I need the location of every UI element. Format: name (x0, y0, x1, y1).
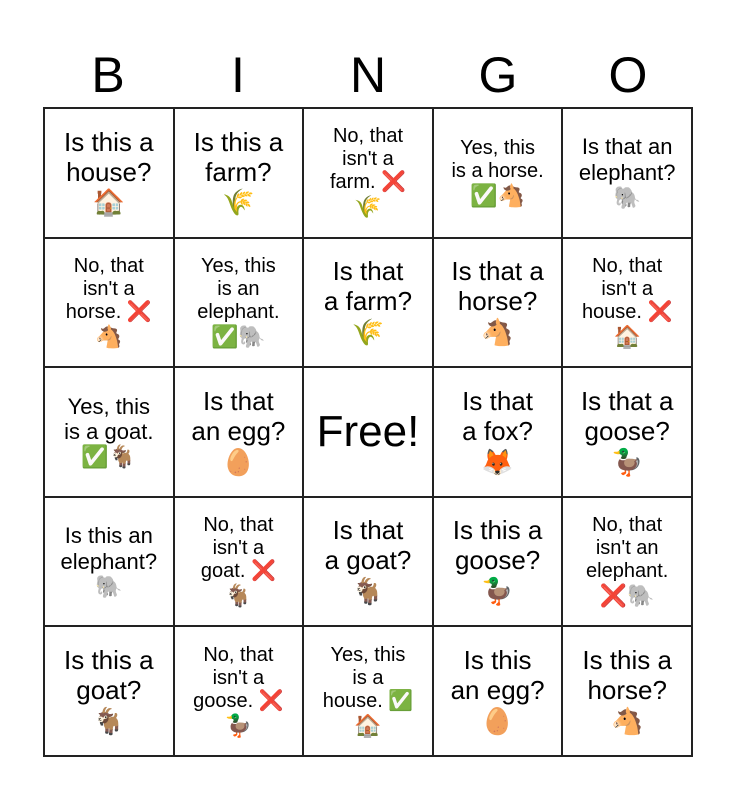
cell-text: Is that a goat? (324, 515, 412, 576)
cell-text: Is this a goat? (64, 645, 154, 705)
bingo-cell[interactable] (174, 367, 304, 497)
cell-text: Is that an egg? (191, 385, 286, 446)
header-letter-g: G (478, 47, 518, 103)
cell-picture-icon: 🐴 (611, 706, 644, 737)
cell-text: Free! (316, 406, 420, 456)
cell-text: Is that a goose? (580, 385, 674, 446)
cell-text: Yes, this is a goat. (64, 393, 154, 444)
cell-text: Is this a farm? (193, 126, 284, 187)
cell-picture-icon: 🥚 (222, 447, 255, 478)
bingo-cell[interactable] (174, 108, 304, 238)
header-letter-i: I (231, 47, 245, 103)
bingo-cell[interactable] (562, 626, 692, 756)
bingo-cell[interactable] (303, 108, 433, 238)
cell-picture-icon: 🐐 (92, 706, 125, 737)
cell-text: Is this a horse? (582, 645, 672, 705)
bingo-cell[interactable] (433, 108, 563, 238)
cell-picture-icon: 🐘 (95, 574, 123, 600)
header-letter-b: B (91, 47, 125, 103)
cell-picture-icon: 🦊 (481, 447, 514, 478)
cell-text: No, that isn't a horse. ❌ (65, 254, 152, 323)
cell-text: Is this a house? (64, 126, 154, 187)
cell-picture-icon: 🐴 (95, 324, 123, 350)
cell-picture-icon: 🐴 (481, 317, 514, 348)
cell-picture-icon: 🐐 (351, 577, 385, 608)
cell-picture-icon: 🦆 (611, 447, 644, 478)
bingo-cell[interactable] (303, 497, 433, 627)
bingo-cell[interactable] (433, 626, 563, 756)
cell-text: No, that isn't a goose. ❌ (193, 643, 284, 712)
cell-picture-icon: ✅🐘 (210, 324, 266, 350)
cell-picture-icon: 🐐 (224, 584, 253, 609)
bingo-cell[interactable] (562, 108, 692, 238)
bingo-cell[interactable] (44, 626, 174, 756)
cell-picture-icon: 🐘 (613, 186, 641, 211)
free-space-cell[interactable] (303, 367, 433, 497)
bingo-cell[interactable] (562, 238, 692, 368)
cell-text: No, that isn't a goat. ❌ (200, 514, 276, 582)
cell-text: Is that an elephant? (578, 134, 676, 185)
cell-text: Yes, this is a house. ✅ (322, 643, 414, 712)
header-letter-o: O (608, 47, 648, 103)
cell-text: Is this an egg? (450, 645, 545, 705)
cell-text: Is this an elephant? (60, 523, 158, 574)
bingo-cell[interactable] (174, 238, 304, 368)
cell-picture-icon: 🏠 (613, 324, 641, 350)
cell-text: Is that a farm? (323, 256, 413, 317)
cell-text: Is that a fox? (462, 385, 533, 446)
cell-text: Yes, this is an elephant. (197, 254, 280, 323)
cell-picture-icon: ✅🐐 (81, 445, 137, 471)
cell-picture-icon: 🦆 (481, 577, 514, 608)
bingo-cell[interactable] (174, 497, 304, 627)
bingo-cell[interactable] (562, 367, 692, 497)
cell-picture-icon: 🌾 (351, 317, 385, 348)
cell-picture-icon: 🦆 (224, 713, 253, 739)
bingo-cell[interactable] (174, 626, 304, 756)
cell-picture-icon: 🌾 (222, 188, 255, 219)
cell-picture-icon: 🏠 (354, 713, 382, 739)
cell-picture-icon: 🥚 (481, 706, 514, 737)
cell-text: No, that isn't a farm. ❌ (329, 125, 406, 194)
bingo-cell[interactable] (44, 367, 174, 497)
cell-text: Is this a goose? (452, 515, 543, 576)
bingo-cell[interactable] (433, 367, 563, 497)
cell-text: Is that a horse? (451, 256, 544, 317)
bingo-cell[interactable] (303, 238, 433, 368)
bingo-cell[interactable] (44, 497, 174, 627)
bingo-card-grid (43, 107, 693, 757)
bingo-cell[interactable] (44, 238, 174, 368)
cell-text: Yes, this is a horse. (451, 136, 544, 182)
header-letter-n: N (349, 47, 387, 103)
bingo-cell[interactable] (562, 497, 692, 627)
cell-text: No, that isn't an elephant. (586, 514, 669, 582)
bingo-cell[interactable] (44, 108, 174, 238)
bingo-cell[interactable] (433, 238, 563, 368)
cell-picture-icon: 🏠 (92, 188, 125, 219)
bingo-header (43, 42, 693, 108)
bingo-cell[interactable] (433, 497, 563, 627)
cell-text: No, that isn't a house. ❌ (581, 254, 673, 323)
bingo-cell[interactable] (303, 626, 433, 756)
cell-picture-icon: ❌🐘 (599, 584, 655, 609)
cell-picture-icon: 🌾 (354, 195, 382, 221)
cell-picture-icon: ✅🐴 (470, 183, 525, 209)
